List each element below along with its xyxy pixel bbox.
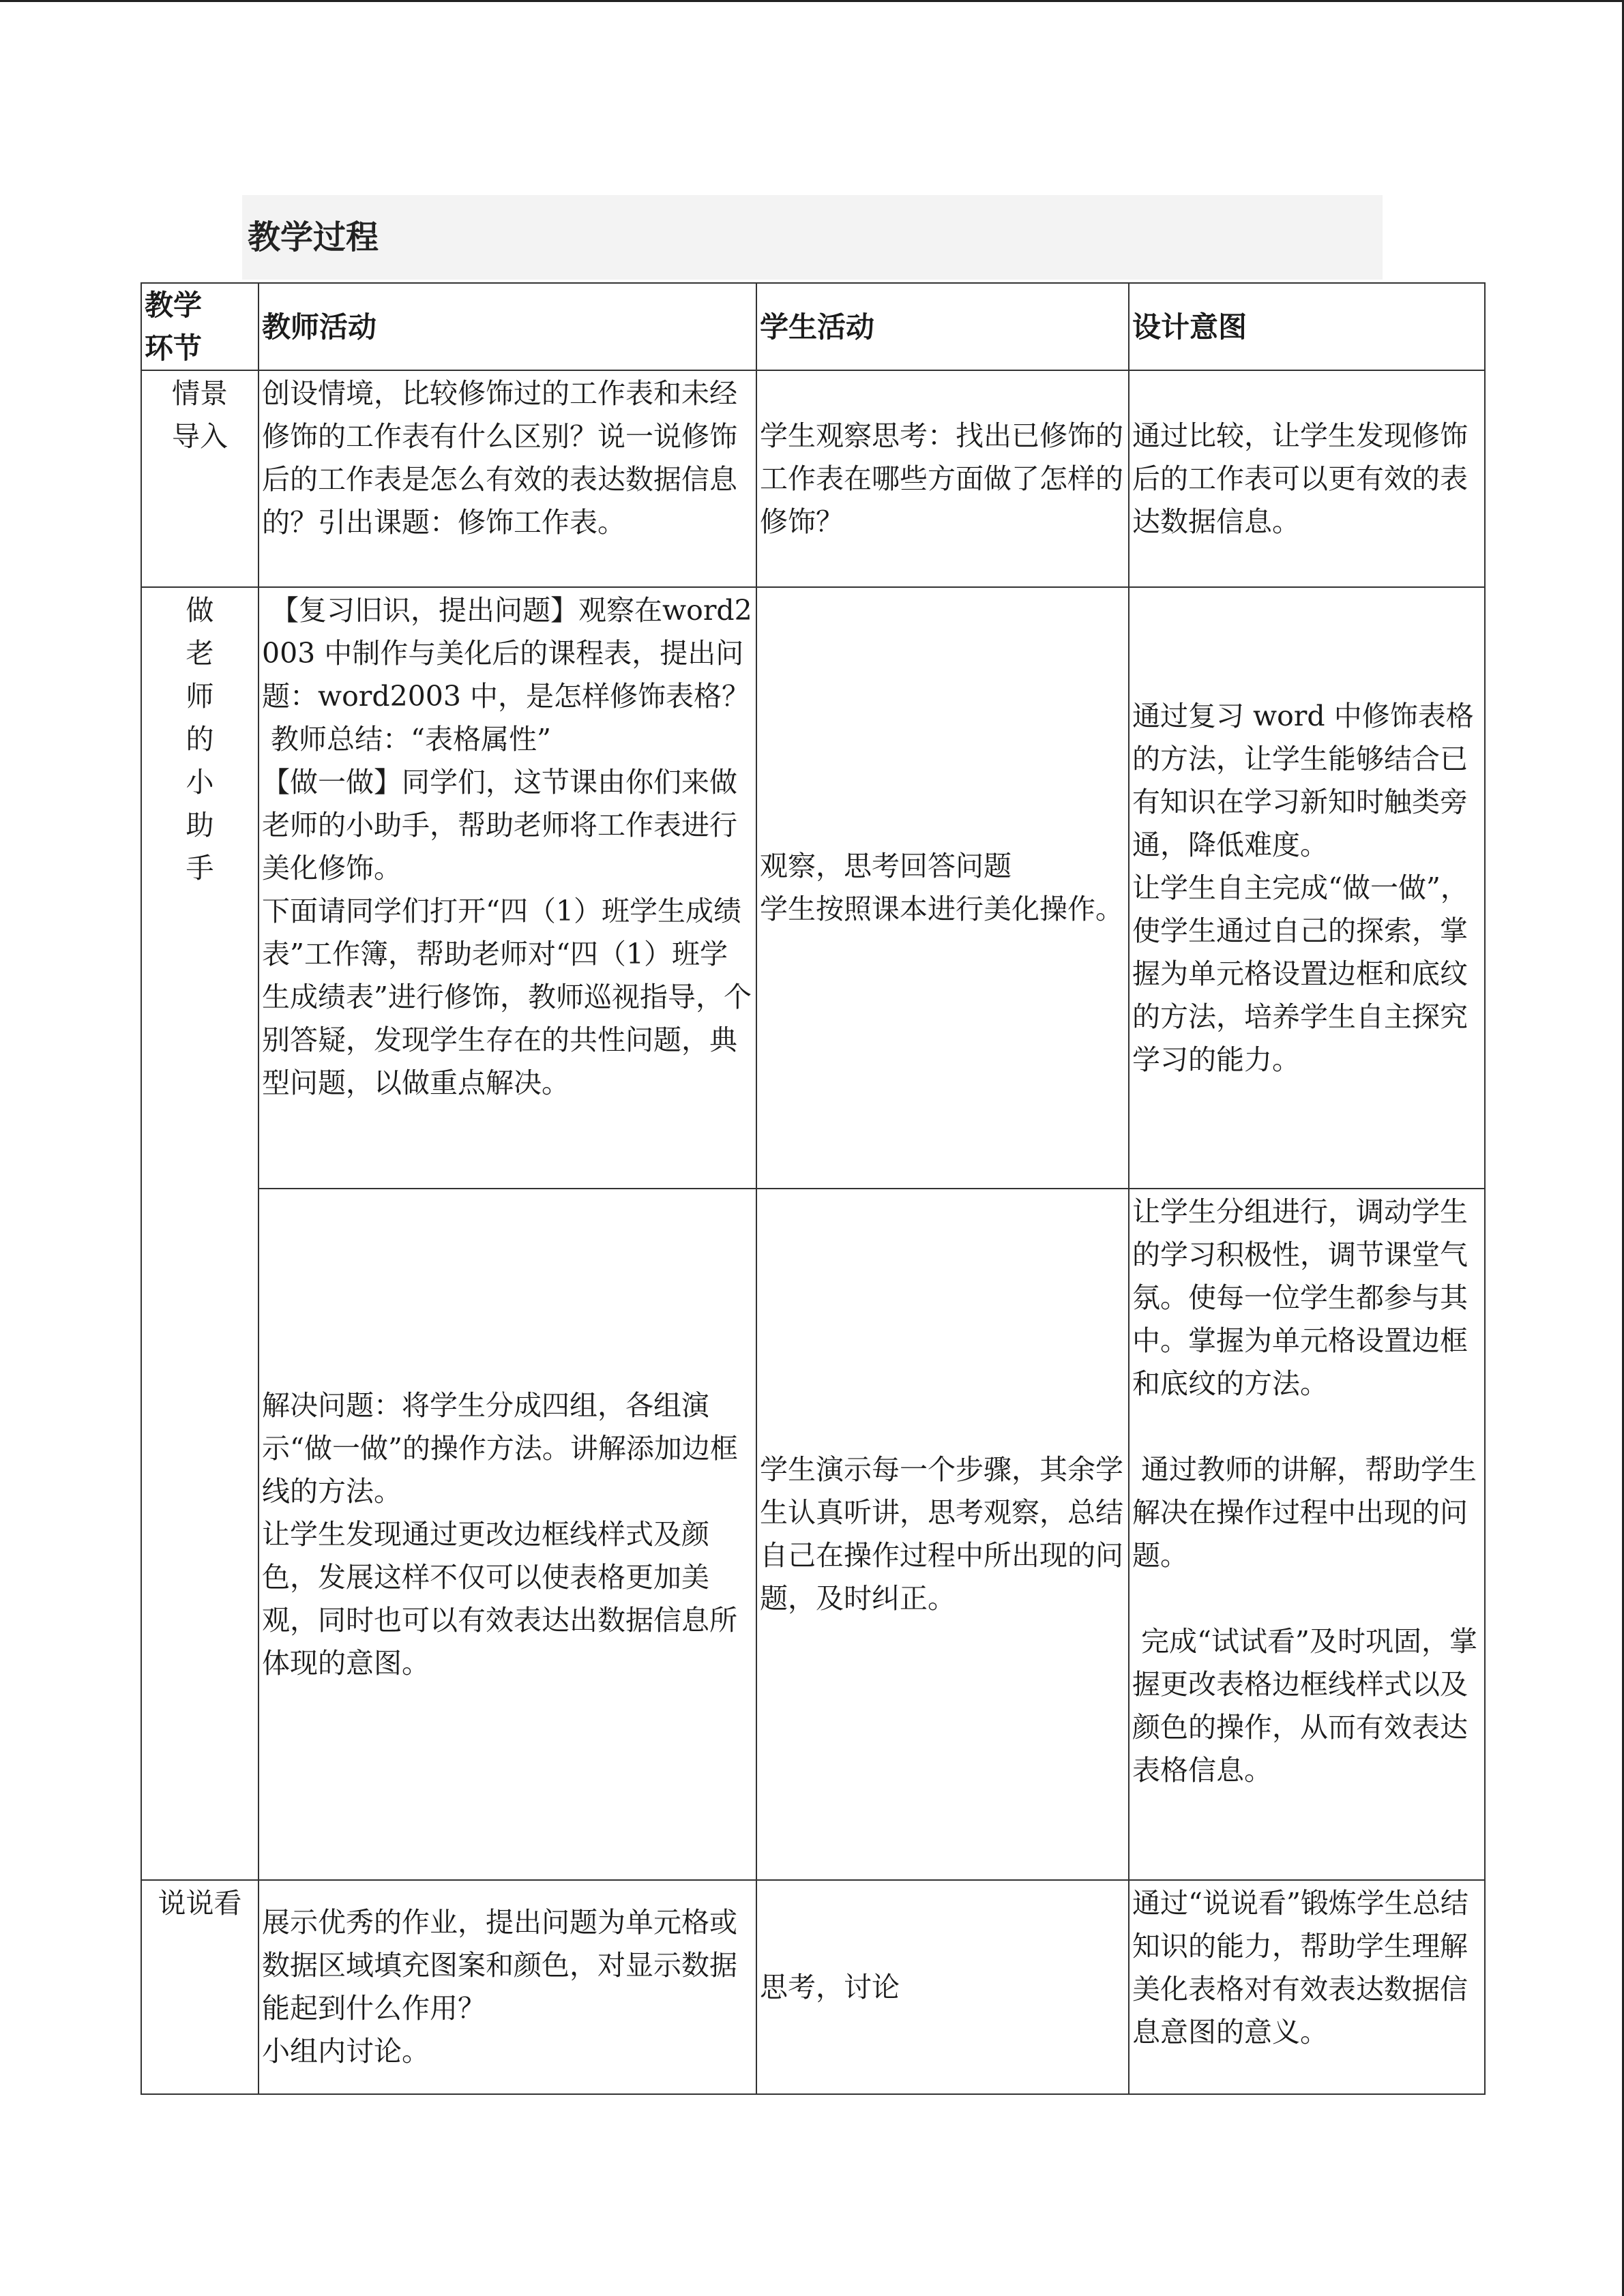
teacher-activity-cell: 【复习旧识，提出问题】观察在word2003 中制作与美化后的课程表，提出问题：word2003 中，是怎样修饰表格？ 教师总结：“表格属性” 【做一做】同学们，这节课由你们来做老师的小助手，帮助老师将工作表进行美化修饰。 下面请同学们打开“四（1）班学生成绩表”工作簿，帮助老师对“四（1）班学生成绩表”进行修饰，教师巡视指导，个别答疑，发现学生存在的共性问题，典型问题，以做重点解决。: [259, 587, 756, 1189]
student-activity-cell: 学生观察思考：找出已修饰的工作表在哪些方面做了怎样的修饰？: [756, 370, 1129, 587]
header-teacher-activity: 教师活动: [259, 283, 756, 370]
design-intent-cell: 通过复习 word 中修饰表格的方法，让学生能够结合已有知识在学习新知时触类旁通，降低难度。 让学生自主完成“做一做”，使学生通过自己的探索，掌握为单元格设置边框和底纹的方法，培养学生自主探究学习的能力。: [1129, 587, 1485, 1189]
student-activity-cell: 观察，思考回答问题 学生按照课本进行美化操作。: [756, 587, 1129, 1189]
stage-cell: 说说看: [141, 1880, 259, 2094]
design-intent-cell: 通过“说说看”锻炼学生总结知识的能力，帮助学生理解美化表格对有效表达数据信息意图的意义。: [1129, 1880, 1485, 2094]
teaching-process-table: [141, 282, 1486, 2095]
table-row: [141, 587, 1485, 1189]
stage-cell: 做 老 师 的 小 助 手: [141, 587, 259, 1880]
table-row: [141, 1189, 1485, 1880]
section-heading: 教学过程: [242, 195, 1383, 280]
header-design-intent: 设计意图: [1129, 283, 1485, 370]
student-activity-cell: 思考，讨论: [756, 1880, 1129, 2094]
table-row: [141, 1880, 1485, 2094]
design-intent-cell: 通过比较，让学生发现修饰后的工作表可以更有效的表达数据信息。: [1129, 370, 1485, 587]
table-row: [141, 370, 1485, 587]
teacher-activity-cell: 展示优秀的作业，提出问题为单元格或数据区域填充图案和颜色，对显示数据能起到什么作用？ 小组内讨论。: [259, 1880, 756, 2094]
design-intent-cell: 让学生分组进行，调动学生的学习积极性，调节课堂气氛。使每一位学生都参与其中。掌握为单元格设置边框和底纹的方法。 通过教师的讲解，帮助学生解决在操作过程中出现的问题。 完成“试试看”及时巩固，掌握更改表格边框线样式以及颜色的操作，从而有效表达表格信息。: [1129, 1189, 1485, 1880]
teacher-activity-cell: 创设情境，比较修饰过的工作表和未经修饰的工作表有什么区别？说一说修饰后的工作表是怎么有效的表达数据信息的？引出课题：修饰工作表。: [259, 370, 756, 587]
header-student-activity: 学生活动: [756, 283, 1129, 370]
stage-cell: 情景 导入: [141, 370, 259, 587]
student-activity-cell: 学生演示每一个步骤，其余学生认真听讲，思考观察，总结自己在操作过程中所出现的问题，及时纠正。: [756, 1189, 1129, 1880]
header-stage: 教学 环节: [141, 283, 259, 370]
table-header-row: [141, 283, 1485, 370]
teacher-activity-cell: 解决问题：将学生分成四组，各组演示“做一做”的操作方法。讲解添加边框线的方法。 让学生发现通过更改边框线样式及颜色，发展这样不仅可以使表格更加美观，同时也可以有效表达出数据信息所体现的意图。: [259, 1189, 756, 1880]
